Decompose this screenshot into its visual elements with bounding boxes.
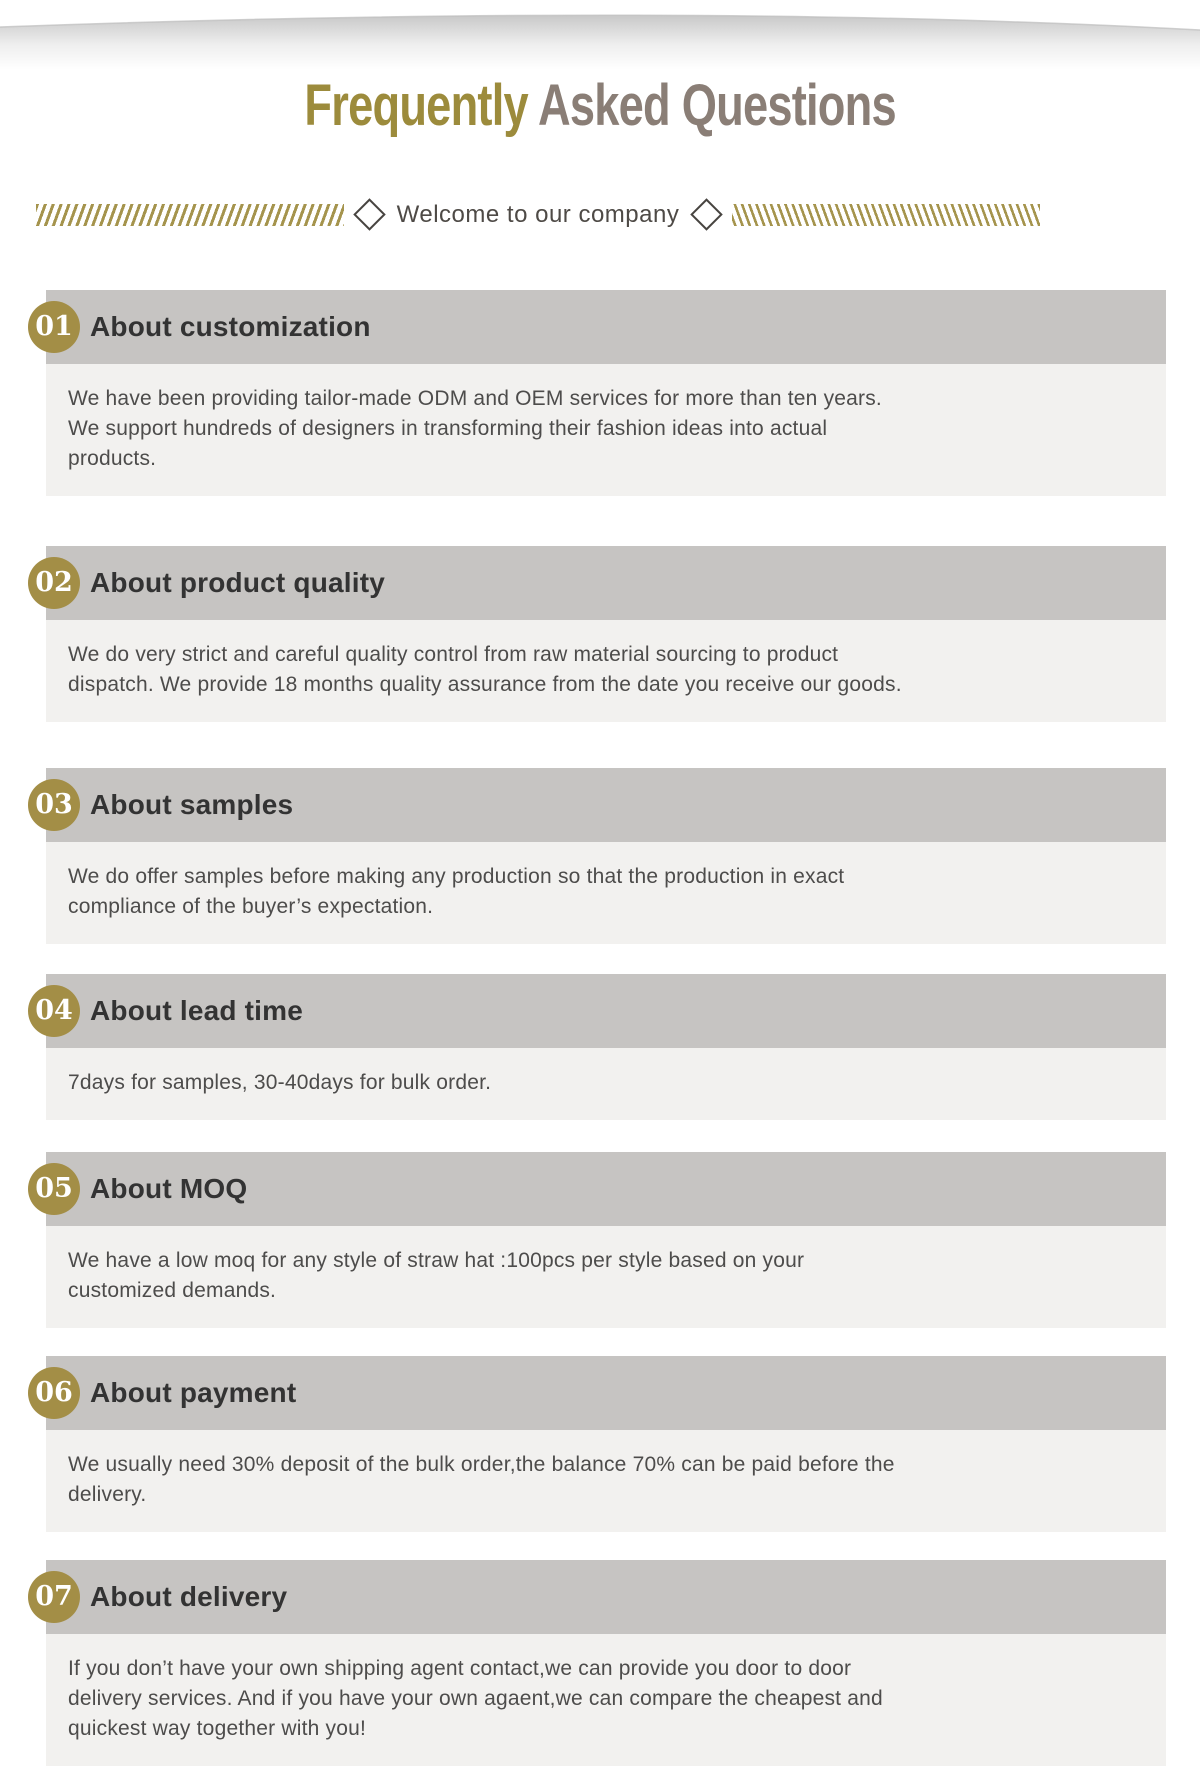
faq-section-01 xyxy=(35,290,1166,496)
faq-list xyxy=(35,290,1166,1766)
faq-answer-line: dispatch. We provide 18 months quality assurance from the date you receive our goods. xyxy=(68,672,902,696)
faq-section-06 xyxy=(35,1356,1166,1532)
welcome-text: Welcome to our company xyxy=(396,200,680,228)
faq-title: About samples xyxy=(90,788,294,820)
faq-number-badge xyxy=(28,301,80,353)
faq-title: About payment xyxy=(90,1376,297,1408)
faq-section-02 xyxy=(35,546,1166,722)
faq-header-bar xyxy=(35,1356,1166,1430)
faq-number-badge xyxy=(28,557,80,609)
faq-answer xyxy=(46,842,1166,944)
faq-answer xyxy=(46,1634,1166,1766)
faq-number-badge xyxy=(28,779,80,831)
faq-answer-line: We have a low moq for any style of straw hat :100pcs per style based on your xyxy=(68,1248,805,1272)
faq-answer-line: We usually need 30% deposit of the bulk order,the balance 70% can be paid before the xyxy=(68,1452,895,1476)
faq-number: 05 xyxy=(35,1173,73,1205)
page-header xyxy=(0,0,1200,174)
faq-number: 04 xyxy=(35,995,73,1027)
faq-answer xyxy=(46,1430,1166,1532)
faq-answer-line: 7days for samples, 30-40days for bulk order. xyxy=(68,1070,492,1094)
faq-answer-line: If you don’t have your own shipping agent contact,we can provide you door to door xyxy=(68,1656,852,1680)
faq-answer-line: We do very strict and careful quality control from raw material sourcing to product xyxy=(68,642,839,666)
faq-answer-line: We do offer samples before making any production so that the production in exact xyxy=(68,864,845,888)
faq-answer xyxy=(46,1226,1166,1328)
faq-section-03 xyxy=(35,768,1166,944)
faq-answer-line: delivery. xyxy=(68,1482,147,1506)
faq-header-bar xyxy=(35,290,1166,364)
faq-answer-line: We support hundreds of designers in transforming their fashion ideas into actual xyxy=(68,416,828,440)
faq-section-05 xyxy=(35,1152,1166,1328)
faq-number: 07 xyxy=(35,1581,73,1613)
faq-number: 01 xyxy=(35,311,73,343)
faq-number: 02 xyxy=(35,567,73,599)
faq-header-bar xyxy=(35,768,1166,842)
stripe-pattern-left xyxy=(36,204,344,226)
faq-header-bar xyxy=(35,974,1166,1048)
faq-number: 03 xyxy=(35,789,73,821)
faq-number-badge xyxy=(28,1163,80,1215)
faq-number-badge xyxy=(28,1367,80,1419)
faq-answer-line: compliance of the buyer’s expectation. xyxy=(68,894,434,918)
faq-answer xyxy=(46,620,1166,722)
faq-title: About MOQ xyxy=(90,1172,248,1204)
faq-title: About customization xyxy=(90,310,371,342)
page-title-highlight: Frequently xyxy=(304,72,528,138)
faq-answer-line: We have been providing tailor-made ODM and OEM services for more than ten years. xyxy=(68,386,882,410)
faq-answer-line: delivery services. And if you have your own agaent,we can compare the cheapest and xyxy=(68,1686,883,1710)
faq-title: About lead time xyxy=(90,994,304,1026)
faq-section-04 xyxy=(35,974,1166,1120)
faq-header-bar xyxy=(35,546,1166,620)
faq-header-bar xyxy=(35,1560,1166,1634)
stripe-pattern-right xyxy=(732,204,1040,226)
faq-answer-line: quickest way together with you! xyxy=(68,1716,367,1740)
faq-answer xyxy=(46,364,1166,496)
page-title-rest: Asked Questions xyxy=(537,72,896,138)
faq-header-bar xyxy=(35,1152,1166,1226)
faq-number-badge xyxy=(28,1571,80,1623)
faq-answer-line: products. xyxy=(68,446,157,470)
page-title xyxy=(304,72,896,138)
faq-title: About delivery xyxy=(90,1580,288,1612)
faq-answer-line: customized demands. xyxy=(68,1278,277,1302)
faq-number-badge xyxy=(28,985,80,1037)
faq-answer xyxy=(46,1048,1166,1120)
diamond-icon xyxy=(353,198,386,231)
faq-number: 06 xyxy=(35,1377,73,1409)
welcome-banner xyxy=(0,200,1200,230)
faq-title: About product quality xyxy=(90,566,386,598)
diamond-icon xyxy=(691,198,724,231)
